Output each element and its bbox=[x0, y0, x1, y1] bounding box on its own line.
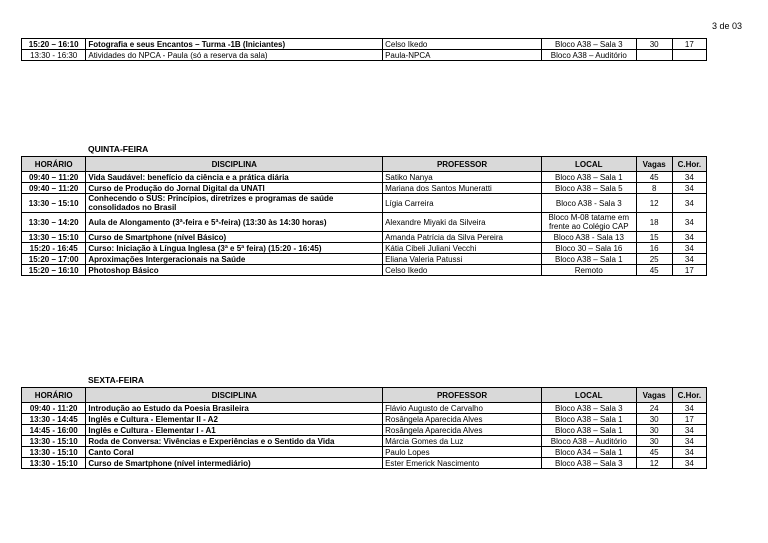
cell-disciplina: Conhecendo o SUS: Princípios, diretrizes e programas de saúde consolidados no Brasil bbox=[86, 194, 383, 213]
thursday-table bbox=[21, 156, 707, 276]
header-professor: PROFESSOR bbox=[383, 157, 542, 172]
cell-horario: 15:20 – 16:10 bbox=[22, 265, 86, 276]
cell-disciplina: Roda de Conversa: Vivências e Experiências e o Sentido da Vida bbox=[86, 436, 383, 447]
cell-professor: Celso Ikedo bbox=[383, 39, 542, 50]
cell-chor bbox=[672, 50, 706, 61]
cell-horario: 13:30 - 14:45 bbox=[22, 414, 86, 425]
page-number: 3 de 03 bbox=[711, 21, 742, 31]
cell-vagas: 24 bbox=[636, 403, 672, 414]
cell-disciplina: Inglês e Cultura - Elementar I - A1 bbox=[86, 425, 383, 436]
cell-vagas: 30 bbox=[636, 39, 672, 50]
cell-professor: Rosângela Aparecida Alves bbox=[383, 414, 542, 425]
cell-professor: Amanda Patrícia da Silva Pereira bbox=[383, 232, 542, 243]
cell-professor: Lígia Carreira bbox=[383, 194, 542, 213]
table-row bbox=[22, 425, 707, 436]
cell-professor: Kátia Cibeli Juliani Vecchi bbox=[383, 243, 542, 254]
cell-local: Remoto bbox=[542, 265, 637, 276]
cell-vagas: 25 bbox=[636, 254, 672, 265]
cell-local: Bloco A38 – Sala 1 bbox=[542, 172, 637, 183]
table-row bbox=[22, 50, 707, 61]
cell-professor: Ester Emerick Nascimento bbox=[383, 458, 542, 469]
table-row bbox=[22, 414, 707, 425]
table-row bbox=[22, 39, 707, 50]
header-disciplina: DISCIPLINA bbox=[86, 388, 383, 403]
cell-horario: 13:30 - 15:10 bbox=[22, 458, 86, 469]
cell-disciplina: Inglês e Cultura - Elementar II - A2 bbox=[86, 414, 383, 425]
cell-chor: 34 bbox=[672, 447, 706, 458]
cell-vagas: 30 bbox=[636, 414, 672, 425]
cell-professor: Rosângela Aparecida Alves bbox=[383, 425, 542, 436]
cell-local: Bloco A38 - Sala 3 bbox=[542, 194, 637, 213]
header-row bbox=[22, 157, 707, 172]
table-row bbox=[22, 447, 707, 458]
cell-professor: Mariana dos Santos Muneratti bbox=[383, 183, 542, 194]
cell-local: Bloco A38 – Auditório bbox=[542, 50, 637, 61]
cell-vagas: 8 bbox=[636, 183, 672, 194]
table-row bbox=[22, 172, 707, 183]
cell-vagas: 30 bbox=[636, 425, 672, 436]
cell-vagas: 16 bbox=[636, 243, 672, 254]
table-row bbox=[22, 254, 707, 265]
cell-local: Bloco M-08 tatame em frente ao Colégio CAP bbox=[542, 213, 637, 232]
cell-chor: 34 bbox=[672, 436, 706, 447]
cell-chor: 17 bbox=[672, 414, 706, 425]
cell-horario: 09:40 – 11:20 bbox=[22, 172, 86, 183]
table-row bbox=[22, 265, 707, 276]
friday-table bbox=[21, 387, 707, 469]
header-vagas: Vagas bbox=[636, 388, 672, 403]
cell-horario: 15:20 – 17:00 bbox=[22, 254, 86, 265]
cell-vagas: 12 bbox=[636, 458, 672, 469]
cell-horario: 13:30 - 15:10 bbox=[22, 447, 86, 458]
table-row bbox=[22, 243, 707, 254]
header-local: LOCAL bbox=[542, 157, 637, 172]
cell-disciplina: Introdução ao Estudo da Poesia Brasileira bbox=[86, 403, 383, 414]
cell-horario: 13:30 – 15:10 bbox=[22, 232, 86, 243]
header-professor: PROFESSOR bbox=[383, 388, 542, 403]
section-title-quinta: QUINTA-FEIRA bbox=[88, 144, 149, 154]
cell-local: Bloco A38 – Sala 1 bbox=[542, 414, 637, 425]
cell-chor: 34 bbox=[672, 403, 706, 414]
cell-horario: 14:45 - 16:00 bbox=[22, 425, 86, 436]
cell-local: Bloco A38 – Sala 1 bbox=[542, 425, 637, 436]
cell-vagas: 30 bbox=[636, 436, 672, 447]
cell-disciplina: Canto Coral bbox=[86, 447, 383, 458]
table-row bbox=[22, 403, 707, 414]
section-title-sexta: SEXTA-FEIRA bbox=[88, 375, 145, 385]
cell-local: Bloco 30 – Sala 16 bbox=[542, 243, 637, 254]
cell-chor: 34 bbox=[672, 213, 706, 232]
cell-disciplina: Aula de Alongamento (3ª-feira e 5ª-feira) (13:30 às 14:30 horas) bbox=[86, 213, 383, 232]
header-horario: HORÁRIO bbox=[22, 157, 86, 172]
cell-local: Bloco A38 – Sala 3 bbox=[542, 458, 637, 469]
cell-local: Bloco A38 – Sala 3 bbox=[542, 39, 637, 50]
cell-local: Bloco A38 – Sala 1 bbox=[542, 254, 637, 265]
cell-professor: Eliana Valeria Patussi bbox=[383, 254, 542, 265]
cell-horario: 13:30 – 15:10 bbox=[22, 194, 86, 213]
cell-vagas: 45 bbox=[636, 172, 672, 183]
cell-disciplina: Aproximações Intergeracionais na Saúde bbox=[86, 254, 383, 265]
cell-chor: 34 bbox=[672, 243, 706, 254]
header-chor: C.Hor. bbox=[672, 157, 706, 172]
header-disciplina: DISCIPLINA bbox=[86, 157, 383, 172]
cell-local: Bloco A38 – Sala 5 bbox=[542, 183, 637, 194]
cell-professor: Celso Ikedo bbox=[383, 265, 542, 276]
cell-chor: 34 bbox=[672, 425, 706, 436]
cell-horario: 15:20 - 16:45 bbox=[22, 243, 86, 254]
cell-disciplina: Curso de Smartphone (nível Básico) bbox=[86, 232, 383, 243]
cell-vagas: 45 bbox=[636, 447, 672, 458]
cell-chor: 17 bbox=[672, 39, 706, 50]
cell-horario: 13:30 - 15:10 bbox=[22, 436, 86, 447]
cell-local: Bloco A38 – Auditório bbox=[542, 436, 637, 447]
cell-vagas: 15 bbox=[636, 232, 672, 243]
header-horario: HORÁRIO bbox=[22, 388, 86, 403]
cell-vagas: 45 bbox=[636, 265, 672, 276]
table-row bbox=[22, 458, 707, 469]
table-row bbox=[22, 194, 707, 213]
cell-chor: 34 bbox=[672, 254, 706, 265]
header-local: LOCAL bbox=[542, 388, 637, 403]
cell-horario: 09:40 – 11:20 bbox=[22, 183, 86, 194]
table-row bbox=[22, 232, 707, 243]
header-row bbox=[22, 388, 707, 403]
cell-disciplina: Photoshop Básico bbox=[86, 265, 383, 276]
cell-chor: 34 bbox=[672, 458, 706, 469]
table-row bbox=[22, 213, 707, 232]
cell-professor: Paula-NPCA bbox=[383, 50, 542, 61]
cell-horario: 13:30 – 14:20 bbox=[22, 213, 86, 232]
table-row bbox=[22, 436, 707, 447]
cell-disciplina: Atividades do NPCA - Paula (só a reserva da sala) bbox=[86, 50, 383, 61]
cell-horario: 15:20 – 16:10 bbox=[22, 39, 86, 50]
cell-horario: 09:40 - 11:20 bbox=[22, 403, 86, 414]
cell-vagas: 12 bbox=[636, 194, 672, 213]
cell-local: Bloco A34 – Sala 1 bbox=[542, 447, 637, 458]
cell-professor: Flávio Augusto de Carvalho bbox=[383, 403, 542, 414]
cell-local: Bloco A38 – Sala 3 bbox=[542, 403, 637, 414]
table-row bbox=[22, 183, 707, 194]
cell-chor: 34 bbox=[672, 172, 706, 183]
cell-disciplina: Curso de Smartphone (nível intermediário) bbox=[86, 458, 383, 469]
cell-disciplina: Vida Saudável: benefício da ciência e a prática diária bbox=[86, 172, 383, 183]
cell-horario: 13:30 - 16:30 bbox=[22, 50, 86, 61]
cell-disciplina: Curso: Iniciação à Língua Inglesa (3ª e 5ª feira) (15:20 - 16:45) bbox=[86, 243, 383, 254]
cell-chor: 34 bbox=[672, 194, 706, 213]
cell-professor: Satiko Nanya bbox=[383, 172, 542, 183]
cell-chor: 34 bbox=[672, 183, 706, 194]
cell-chor: 17 bbox=[672, 265, 706, 276]
header-vagas: Vagas bbox=[636, 157, 672, 172]
cell-professor: Márcia Gomes da Luz bbox=[383, 436, 542, 447]
header-chor: C.Hor. bbox=[672, 388, 706, 403]
previous-day-table bbox=[21, 38, 707, 61]
cell-professor: Paulo Lopes bbox=[383, 447, 542, 458]
cell-local: Bloco A38 - Sala 13 bbox=[542, 232, 637, 243]
cell-vagas: 18 bbox=[636, 213, 672, 232]
cell-chor: 34 bbox=[672, 232, 706, 243]
cell-disciplina: Curso de Produção do Jornal Digital da UNATI bbox=[86, 183, 383, 194]
cell-vagas bbox=[636, 50, 672, 61]
cell-professor: Alexandre Miyaki da Silveira bbox=[383, 213, 542, 232]
cell-disciplina: Fotografia e seus Encantos – Turma -1B (Iniciantes) bbox=[86, 39, 383, 50]
